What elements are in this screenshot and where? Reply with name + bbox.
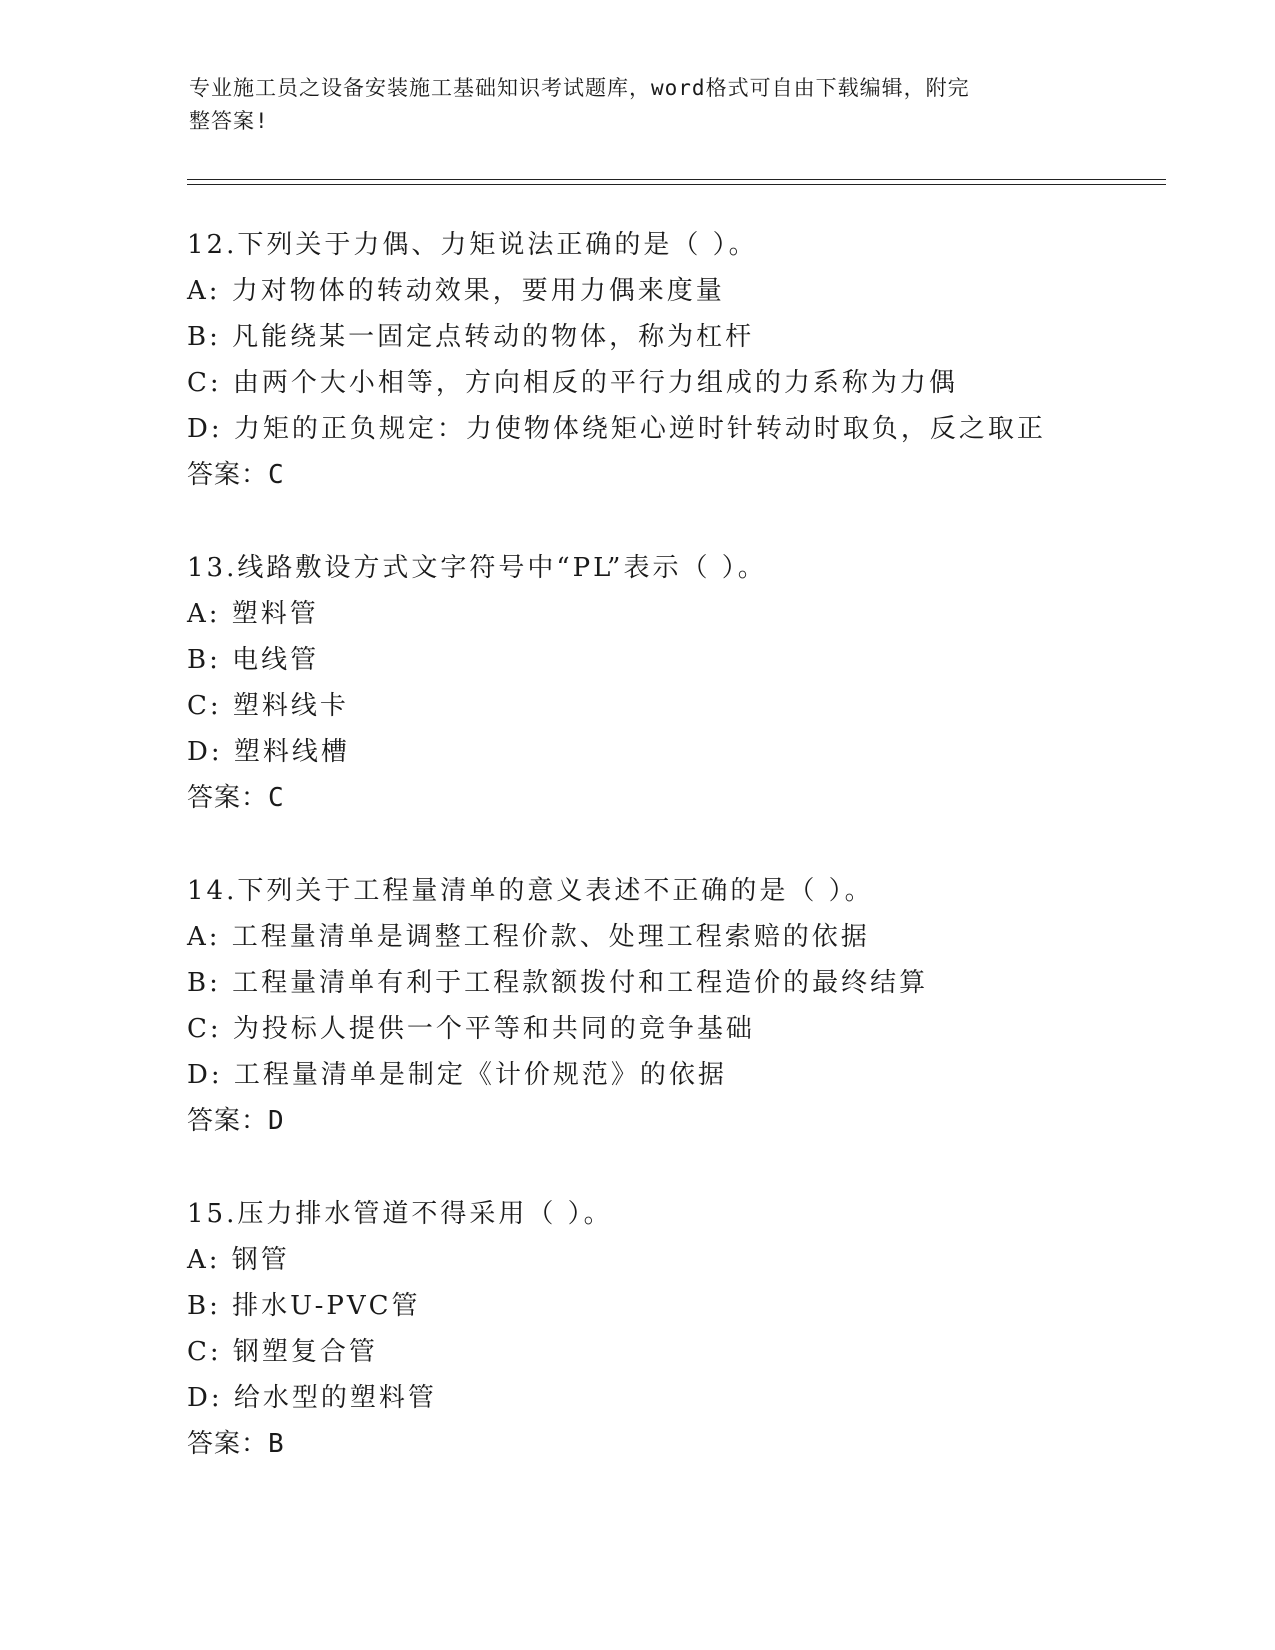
question-stem: 12.下列关于力偶、力矩说法正确的是（ ）。 <box>187 230 758 260</box>
question-stem: 15.压力排水管道不得采用（ ）。 <box>187 1199 613 1229</box>
answer-value: B <box>268 1429 285 1459</box>
answer-label: 答案： <box>187 1429 269 1459</box>
option-c: C: 塑料线卡 <box>187 691 349 721</box>
answer <box>187 1421 1147 1467</box>
answer-label: 答案： <box>187 460 269 490</box>
answer <box>187 1098 1147 1144</box>
answer <box>187 452 1147 498</box>
option-d: D: 给水型的塑料管 <box>187 1383 437 1413</box>
option-b: B: 工程量清单有利于工程款额拨付和工程造价的最终结算 <box>187 968 929 998</box>
header-line-1: 专业施工员之设备安装施工基础知识考试题库，word格式可自由下载编辑，附完 <box>189 76 970 100</box>
option-a: A: 力对物体的转动效果，要用力偶来度量 <box>187 276 725 306</box>
option-a: A: 工程量清单是调整工程价款、处理工程索赔的依据 <box>187 922 870 952</box>
answer-label: 答案： <box>187 783 269 813</box>
question-14 <box>187 868 1147 1144</box>
question-stem: 14.下列关于工程量清单的意义表述不正确的是（ ）。 <box>187 876 874 906</box>
document-header <box>189 72 1069 138</box>
header-line-2: 整答案! <box>189 109 269 133</box>
question-stem: 13.线路敷设方式文字符号中“PL”表示（ ）。 <box>187 553 767 583</box>
answer <box>187 775 1147 821</box>
option-b: B: 排水U-PVC管 <box>187 1291 421 1321</box>
option-d: D: 工程量清单是制定《计价规范》的依据 <box>187 1060 727 1090</box>
option-a: A: 钢管 <box>187 1245 290 1275</box>
option-b: B: 电线管 <box>187 645 320 675</box>
answer-value: C <box>268 460 285 490</box>
option-c: C: 钢塑复合管 <box>187 1337 378 1367</box>
question-13 <box>187 545 1147 821</box>
option-b: B: 凡能绕某一固定点转动的物体，称为杠杆 <box>187 322 755 352</box>
option-d: D: 力矩的正负规定：力使物体绕矩心逆时针转动时取负，反之取正 <box>187 414 1046 444</box>
option-a: A: 塑料管 <box>187 599 319 629</box>
question-12 <box>187 222 1147 498</box>
option-d: D: 塑料线槽 <box>187 737 350 767</box>
question-15 <box>187 1191 1147 1467</box>
answer-value: D <box>268 1106 285 1136</box>
header-divider-top <box>187 179 1166 180</box>
header-divider-bottom <box>187 184 1166 185</box>
option-c: C: 为投标人提供一个平等和共同的竞争基础 <box>187 1014 755 1044</box>
answer-label: 答案： <box>187 1106 269 1136</box>
option-c: C: 由两个大小相等，方向相反的平行力组成的力系称为力偶 <box>187 368 958 398</box>
answer-value: C <box>268 783 285 813</box>
